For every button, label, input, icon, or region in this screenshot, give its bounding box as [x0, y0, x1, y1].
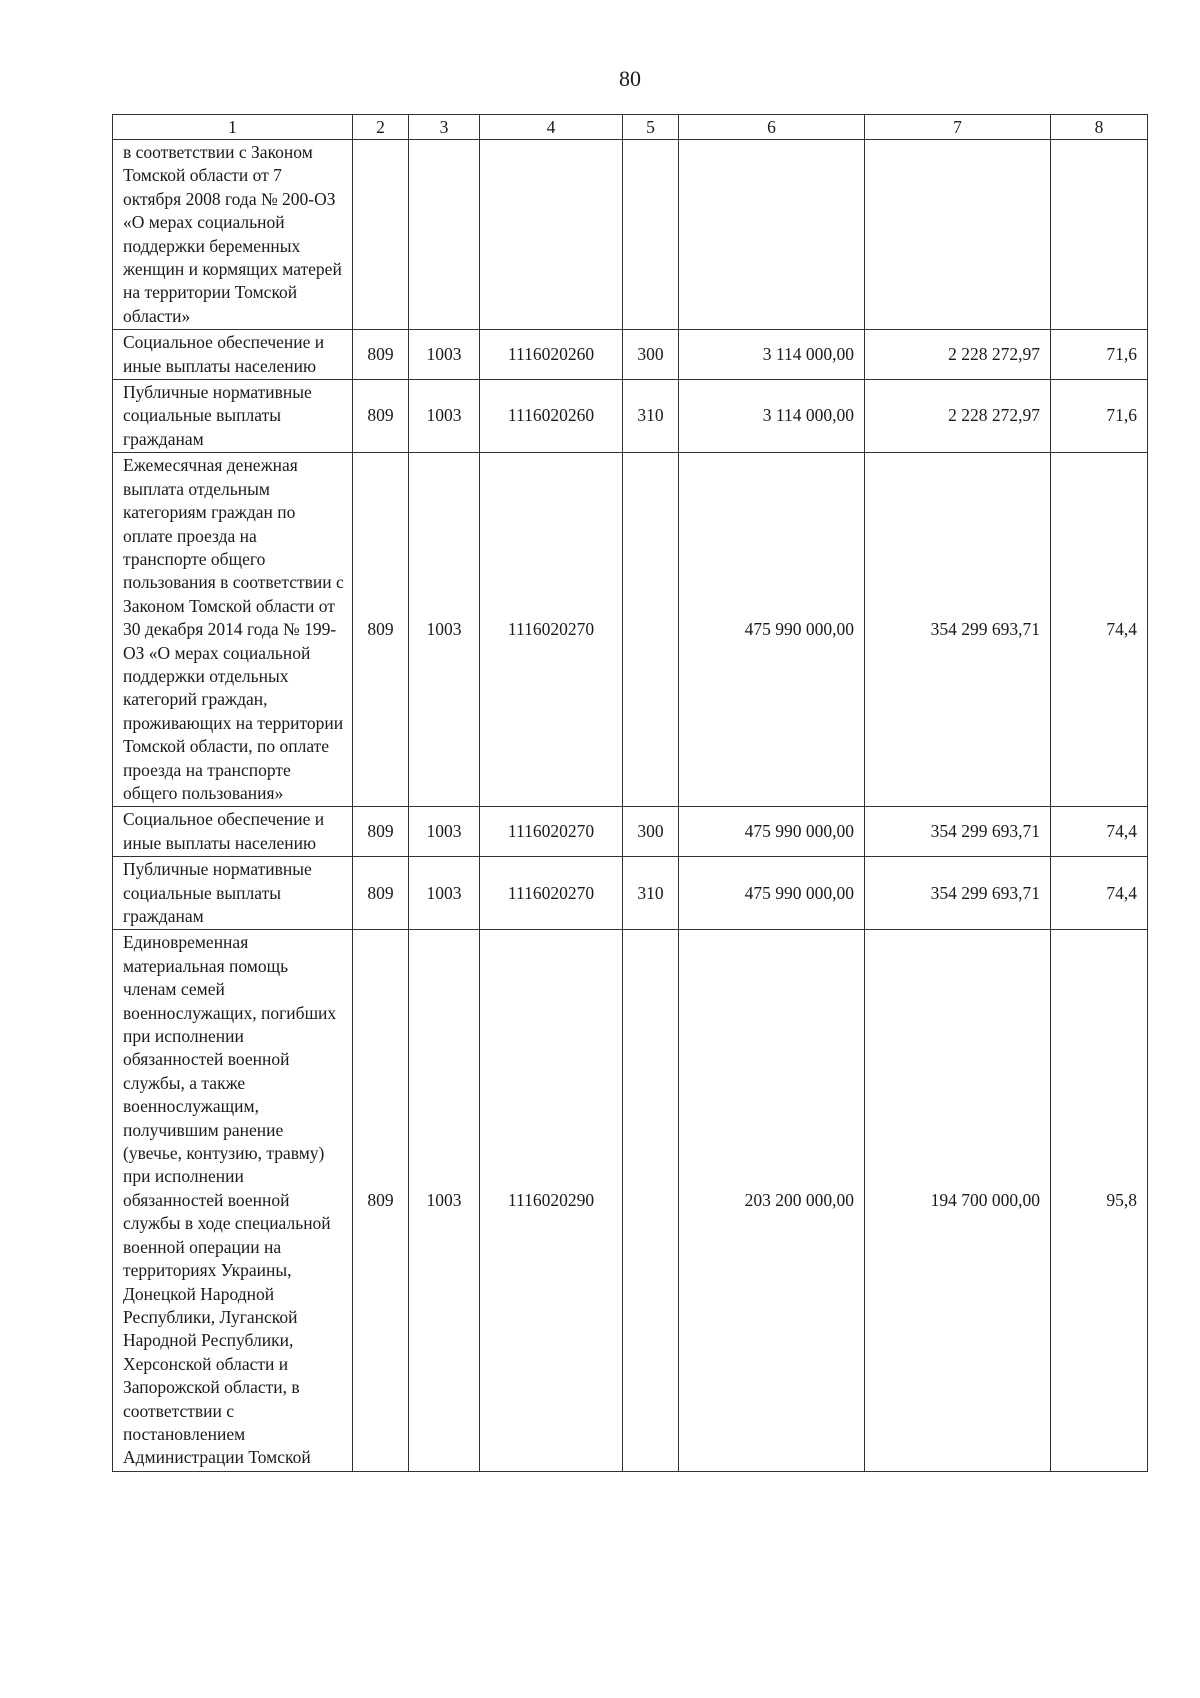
row-plan-amount: 3 114 000,00: [679, 330, 865, 380]
row-target-code: [480, 140, 623, 330]
row-grbs: 809: [353, 453, 409, 807]
row-actual-amount: [865, 140, 1051, 330]
table-row: [113, 330, 1148, 380]
table-row: [113, 807, 1148, 857]
row-grbs: 809: [353, 807, 409, 857]
row-grbs: 809: [353, 330, 409, 380]
row-description: Публичные нормативные социальные выплаты гражданам: [113, 380, 353, 453]
row-expense-type: [623, 140, 679, 330]
row-actual-amount: 2 228 272,97: [865, 330, 1051, 380]
table-row: [113, 453, 1148, 807]
row-expense-type: [623, 453, 679, 807]
row-target-code: 1116020270: [480, 807, 623, 857]
row-plan-amount: 475 990 000,00: [679, 857, 865, 930]
row-grbs: 809: [353, 930, 409, 1471]
column-header-6: 6: [679, 115, 865, 140]
column-header-8: 8: [1051, 115, 1148, 140]
row-grbs: 809: [353, 380, 409, 453]
table-row: [113, 380, 1148, 453]
column-header-5: 5: [623, 115, 679, 140]
row-description: Ежемесячная денежная выплата отдельным категориям граждан по оплате проезда на транспорте общего пользования в соответствии с Законом Томской области от 30 декабря 2014 года № 199-ОЗ «О мерах социальной поддержки отдельных категорий граждан, проживающих на территории Томской области, по оплате проезда на транспорте общего пользования»: [113, 453, 353, 807]
row-section: [409, 140, 480, 330]
column-number-row: [113, 115, 1148, 140]
row-expense-type: 300: [623, 330, 679, 380]
table-row: [113, 930, 1148, 1471]
row-percent: 71,6: [1051, 330, 1148, 380]
row-percent: [1051, 140, 1148, 330]
row-plan-amount: 475 990 000,00: [679, 807, 865, 857]
row-description: Социальное обеспечение и иные выплаты населению: [113, 330, 353, 380]
row-percent: 74,4: [1051, 857, 1148, 930]
column-header-4: 4: [480, 115, 623, 140]
row-section: 1003: [409, 857, 480, 930]
row-target-code: 1116020290: [480, 930, 623, 1471]
column-header-7: 7: [865, 115, 1051, 140]
row-target-code: 1116020270: [480, 857, 623, 930]
row-expense-type: 310: [623, 857, 679, 930]
row-actual-amount: 354 299 693,71: [865, 807, 1051, 857]
row-expense-type: 300: [623, 807, 679, 857]
row-percent: 95,8: [1051, 930, 1148, 1471]
row-target-code: 1116020260: [480, 330, 623, 380]
row-description: Публичные нормативные социальные выплаты гражданам: [113, 857, 353, 930]
row-actual-amount: 2 228 272,97: [865, 380, 1051, 453]
row-plan-amount: [679, 140, 865, 330]
row-percent: 74,4: [1051, 453, 1148, 807]
row-grbs: [353, 140, 409, 330]
row-section: 1003: [409, 930, 480, 1471]
row-description: Социальное обеспечение и иные выплаты населению: [113, 807, 353, 857]
table-row: [113, 140, 1148, 330]
row-actual-amount: 194 700 000,00: [865, 930, 1051, 1471]
row-section: 1003: [409, 807, 480, 857]
row-target-code: 1116020270: [480, 453, 623, 807]
budget-table: [112, 114, 1148, 1472]
row-description: в соответствии с Законом Томской области от 7 октября 2008 года № 200-ОЗ «О мерах социальной поддержки беременных женщин и кормящих матерей на территории Томской области»: [113, 140, 353, 330]
column-header-2: 2: [353, 115, 409, 140]
page-number: 80: [619, 66, 641, 91]
row-description: Единовременная материальная помощь членам семей военнослужащих, погибших при исполнении обязанностей военной службы, а также военнослужащим, получившим ранение (увечье, контузию, травму) при исполнении обязанностей военной службы в ходе специальной военной операции на территориях Украины, Донецкой Народной Республики, Луганской Народной Республики, Херсонской области и Запорожской области, в соответствии с постановлением Администрации Томской: [113, 930, 353, 1471]
row-actual-amount: 354 299 693,71: [865, 453, 1051, 807]
row-percent: 71,6: [1051, 380, 1148, 453]
row-plan-amount: 203 200 000,00: [679, 930, 865, 1471]
row-percent: 74,4: [1051, 807, 1148, 857]
row-expense-type: 310: [623, 380, 679, 453]
column-header-1: 1: [113, 115, 353, 140]
row-target-code: 1116020260: [480, 380, 623, 453]
row-actual-amount: 354 299 693,71: [865, 857, 1051, 930]
row-section: 1003: [409, 330, 480, 380]
row-plan-amount: 3 114 000,00: [679, 380, 865, 453]
row-plan-amount: 475 990 000,00: [679, 453, 865, 807]
row-grbs: 809: [353, 857, 409, 930]
row-section: 1003: [409, 453, 480, 807]
column-header-3: 3: [409, 115, 480, 140]
row-expense-type: [623, 930, 679, 1471]
row-section: 1003: [409, 380, 480, 453]
table-row: [113, 857, 1148, 930]
